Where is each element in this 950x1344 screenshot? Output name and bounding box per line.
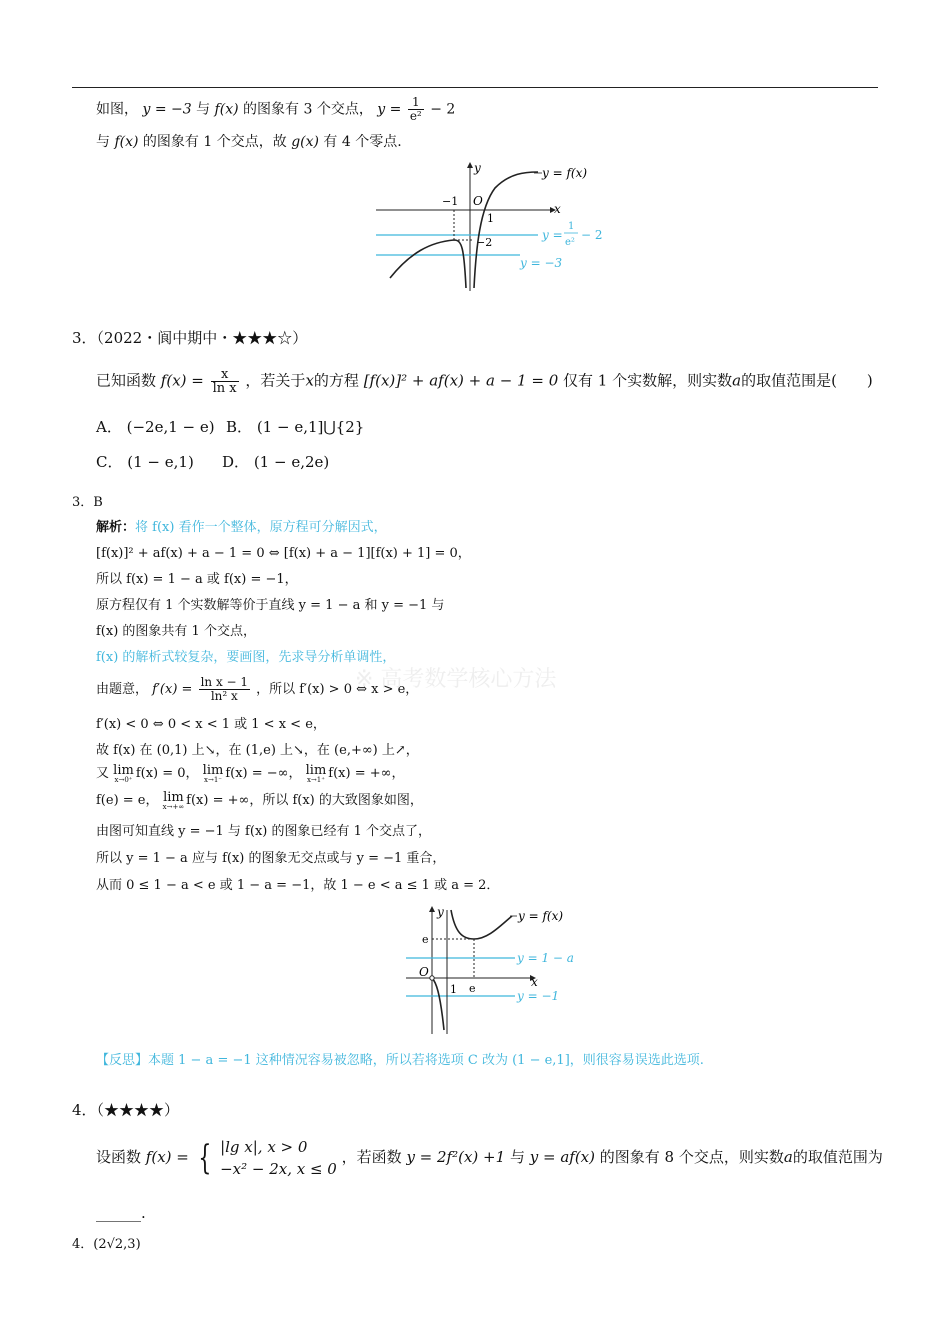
- graph1-curve-label: y = f(x): [542, 166, 588, 180]
- graph1-neg-two: −2: [476, 236, 493, 249]
- graph-1: [370, 158, 620, 293]
- sol3-line-5: 由题意， f′(x) = $\frac{\text{ln x − 1}}{\text{ln² x}}$ ，所以 f′(x) > 0 ⇔ x > e，: [96, 675, 419, 703]
- sol3-hint-1: 解析：将 f(x) 看作一个整体，原方程可分解因式，: [96, 520, 387, 535]
- graph1-line-a-suffix: − 2: [581, 228, 603, 242]
- header-rule: [72, 87, 878, 88]
- sol3-line-2: 所以 f(x) = 1 − a 或 f(x) = −1，: [96, 572, 298, 587]
- q3-option-b: B． (1 − e,1]⋃{2}: [226, 418, 365, 436]
- graph2-line-a-label: y = 1 − a: [517, 951, 574, 965]
- sol3-answer: 3．B: [72, 495, 103, 510]
- q3-option-a: A． (−2e,1 − e): [96, 418, 215, 436]
- graph2-curve-left: [432, 978, 444, 1030]
- graph2-curve-label: y = f(x): [518, 909, 564, 923]
- q4-cases: |lg x|, x > 0 −x² − 2x, x ≤ 0: [220, 1138, 337, 1178]
- q3-stem: 已知函数 f(x) = $\frac{x}{\text{ln x}}$ ，若关于x的方程 [f(x)]² + af(x) + a − 1 = 0 仅有 1 个实数解，则实数a的取值范围是( ): [96, 367, 873, 396]
- q4-brace: {: [197, 1138, 211, 1178]
- graph2-e-x: e: [469, 982, 476, 995]
- sol3-line-3: 原方程仅有 1 个实数解等价于直线 y = 1 − a 和 y = −1 与: [96, 598, 445, 613]
- sol3-line-7: 故 f(x) 在 (0,1) 上↘，在 (1,e) 上↘，在 (e,+∞) 上↗，: [96, 743, 419, 758]
- graph1-curve-left: [390, 240, 466, 288]
- sol3-line-11: 所以 y = 1 − a 应与 f(x) 的图象无交点或与 y = −1 重合，: [96, 851, 446, 866]
- graph1-line-a-den: e²: [565, 237, 575, 248]
- graph1-curve-right: [474, 172, 538, 288]
- q3-option-d: D． (1 − e,2e): [222, 453, 330, 471]
- graph1-y-arrow: [467, 162, 473, 168]
- q3-header: 3．（2022・阆中期中・★★★☆）: [72, 329, 308, 347]
- graph1-neg-one: −1: [442, 195, 459, 208]
- graph1-line-a-num: 1: [568, 221, 575, 232]
- graph2-x-label: x: [531, 975, 538, 989]
- graph1-y-label: y: [474, 161, 481, 175]
- graph2-y-arrow: [429, 906, 435, 912]
- graph2-origin: O: [419, 965, 429, 979]
- graph2-one: 1: [450, 983, 457, 996]
- graph1-one: 1: [487, 212, 494, 225]
- sol3-line-12: 从而 0 ≤ 1 − a < e 或 1 − a = −1，故 1 − e < a ≤ 1 或 a = 2．: [96, 878, 500, 893]
- sol3-line-4: f(x) 的图象共有 1 个交点，: [96, 624, 256, 639]
- graph2-curve-right: [451, 910, 512, 939]
- sol3-line-8: 又 lim x→0⁺ f(x) = 0， lim x→1⁻ f(x) = −∞， lim x→1⁺ f(x) = +∞，: [96, 763, 405, 784]
- sol3-line-1: [f(x)]² + af(x) + a − 1 = 0 ⇔ [f(x) + a − 1][f(x) + 1] = 0，: [96, 546, 471, 561]
- watermark: ※ 高考数学核心方法: [355, 667, 557, 692]
- graph2-y-label: y: [437, 905, 444, 919]
- graph1-origin: O: [473, 194, 483, 208]
- sol3-line-9: f(e) = e， lim x→+∞ f(x) = +∞，所以 f(x) 的大致图象如图，: [96, 790, 423, 811]
- sol3-reflect: 【反思】本题 1 − a = −1 这种情况容易被忽略，所以若将选项 C 改为 (1 − e,1]，则很容易误选此选项.: [96, 1053, 704, 1068]
- graph-2: [400, 902, 580, 1040]
- q4-stem: 设函数 f(x) = { |lg x|, x > 0 −x² − 2x, x ≤ 0 ，若函数 y = 2f²(x) +1 与 y = af(x) 的图象有 8 个交点，则实数a的取值范围为: [96, 1138, 883, 1178]
- sol3-hint-2: f(x) 的解析式较复杂，要画图，先求导分析单调性，: [96, 650, 396, 665]
- q3-option-c: C． (1 − e,1): [96, 453, 194, 471]
- sol3-line-10: 由图可知直线 y = −1 与 f(x) 的图象已经有 1 个交点了，: [96, 824, 432, 839]
- q4-answer: 4．(2√2,3): [72, 1237, 141, 1252]
- graph2-e-y: e: [422, 933, 429, 946]
- graph2-origin-point: [430, 976, 434, 980]
- graph1-line-b-label: y = −3: [520, 256, 563, 270]
- prev-line-2: 与 f(x) 的图象有 1 个交点，故 g(x) 有 4 个零点.: [96, 134, 402, 150]
- graph1-line-a-prefix: y =: [542, 228, 563, 242]
- graph1-x-label: x: [554, 202, 561, 216]
- sol3-line-6: f′(x) < 0 ⇔ 0 < x < 1 或 1 < x < e，: [96, 717, 326, 732]
- q4-header: 4．（★★★★）: [72, 1101, 180, 1119]
- graph2-line-b-label: y = −1: [517, 989, 560, 1003]
- prev-line-1: 如图， y = −3 与 f(x) 的图象有 3 个交点， y = $\frac{1}{\text{e²}}$ − 2: [96, 95, 456, 123]
- q4-blank: ______.: [96, 1204, 146, 1222]
